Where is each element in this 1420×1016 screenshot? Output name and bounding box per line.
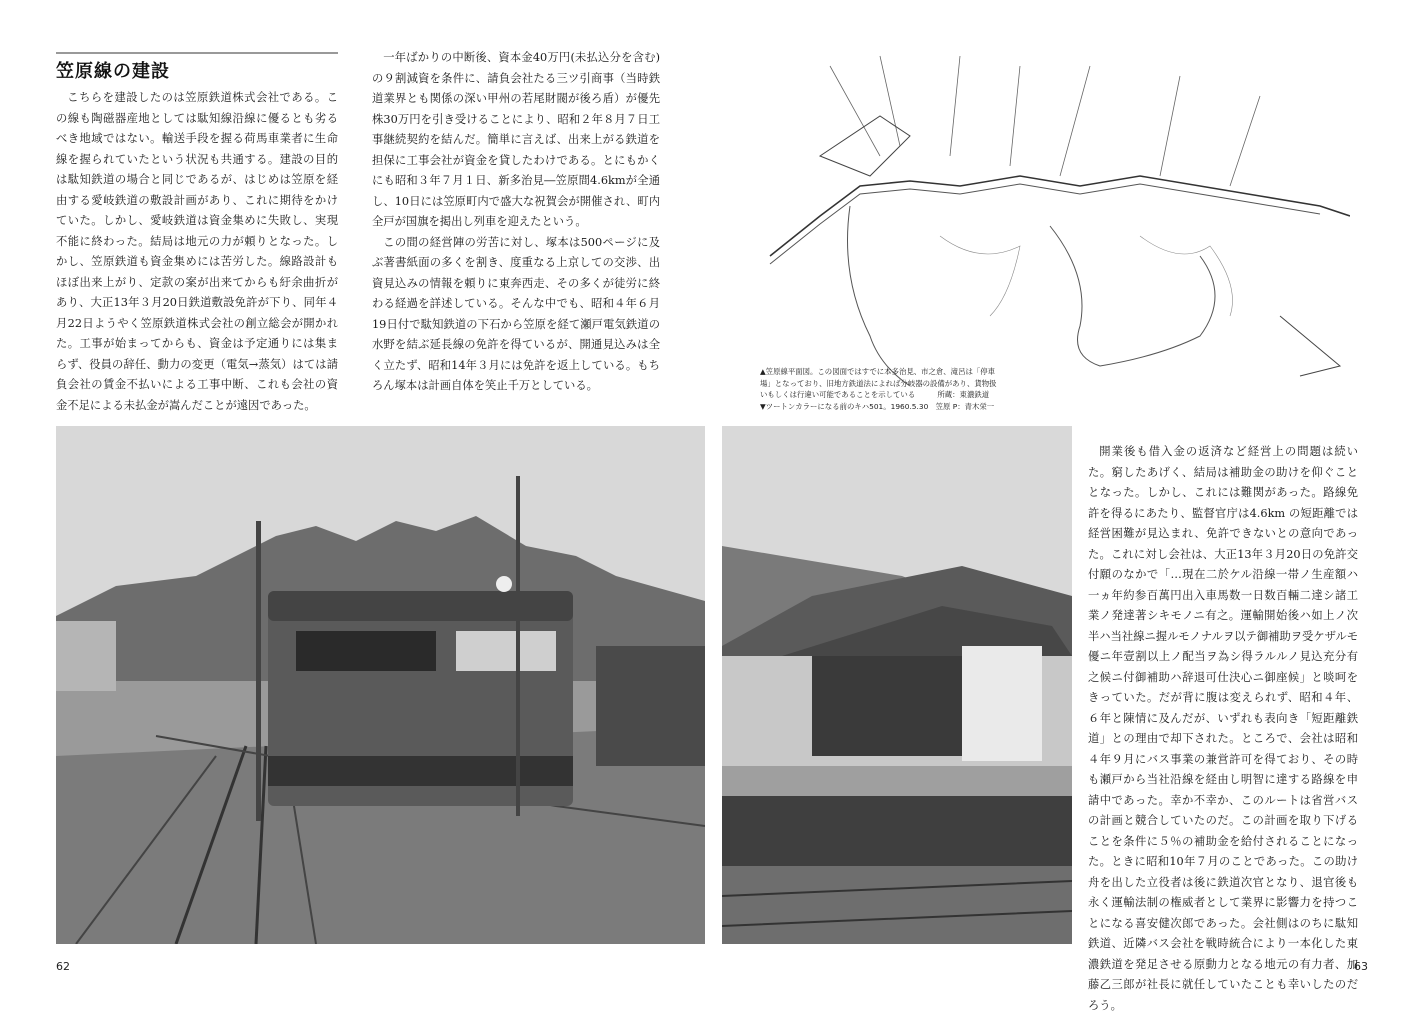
- paragraph: この間の経営陣の労苦に対し、塚本は500ページに及ぶ著書紙面の多くを割き、度重なる上京しての交渉、出資見込みの情報を頼りに東奔西走、その多くが徒労に終わる経過を詳述している。そんな中でも、昭和４年６月19日付で駄知鉄道の下石から笠原を経て瀬戸電気鉄道の水野を結ぶ延長線の免許を得ているが、開通見込みは全く立たず、昭和14年３月には免許を返上している。もちろん塚本は計画自体を笑止千万としている。: [372, 235, 660, 392]
- page-number-left: 62: [56, 960, 70, 973]
- station-photo: [722, 426, 1072, 944]
- body-column-3: [1088, 442, 1358, 1016]
- caption-line: いもしくは行違い可能であることを示している 所蔵：東濃鉄道: [760, 390, 990, 399]
- caption-line: 場」となっており、旧地方鉄道法によれば分岐器の設備があり、貨物扱: [760, 378, 997, 388]
- page-number-right: 63: [1354, 960, 1368, 973]
- heading-rule: [56, 52, 338, 54]
- section-heading: 笠原線の建設: [56, 61, 170, 82]
- map-caption: [760, 366, 1080, 412]
- caption-line: ▼ツートンカラーになる前のキハ501。1960.5.30 笠原 P：青木栄一: [760, 401, 995, 411]
- railcar-photo: [56, 426, 705, 944]
- paragraph: こちらを建設したのは笠原鉄道株式会社である。この線も陶磁器産地としては駄知線沿線に優るとも劣るべき地域ではない。輸送手段を握る荷馬車業者に生命線を握られていたという状況も共通する。建設の目的は駄知鉄道の場合と同じであるが、はじめは笠原を経由する愛岐鉄道の敷設計画があり、これに期待をかけていた。しかし、愛岐鉄道は資金集めに失敗し、実現不能に終わった。結局は地元の力が頼りとなった。しかし、笠原鉄道も資金集めには苦労した。線路設計もほぼ出来上がり、定款の案が出来てからも紆余曲折があり、大正13年３月20日鉄道敷設免許が下り、同年４月22日ようやく笠原鉄道株式会社の創立総会が開かれた。工事が始まってからも、資金は予定通りには集まらず、役員の辞任、動力の変更（電気→蒸気）はては請負会社の賃金不払いによる工事中断、これも会社の資金不足による未払金が嵩んだことが遠因であった。: [56, 91, 338, 412]
- paragraph: 一年ばかりの中断後、資本金40万円(未払込分を含む)の９割減資を条件に、請負会社たる三ツ引商事（当時鉄道業界とも関係の深い甲州の若尾財閥が後ろ盾）が優先株30万円を引き受けることにより、昭和２年８月７日工事継続契約を結んだ。簡単に言えば、出来上がる鉄道を担保に工事会社が資金を貸したわけである。とにもかくにも昭和３年７月１日、新多治見―笠原間4.6kmが全通し、10日には笠原町内で盛大な祝賀会が開催され、町内全戸が国旗を掲出し列車を迎えたという。: [372, 51, 660, 228]
- route-map-drawing: [760, 36, 1350, 396]
- body-column-2: [372, 48, 660, 397]
- body-column-1: [56, 88, 338, 416]
- paragraph: 開業後も借入金の返済など経営上の問題は続いた。窮したあげく、結局は補助金の助けを仰ぐこととなった。しかし、これには難関があった。路線免許を得るにあたり、監督官庁は4.6km の短距離では経営困難が見込まれ、免許できないとの意向であった。これに対し会社は、大正13年３月20日の免許交付願のなかで「…現在二於ケル沿線一帯ノ生産額ハ一ヵ年約参百萬円出入車馬数一日数百輛二達シ諸工業ノ発達著シキモノニ有之。運輸開始後ハ如上ノ次半ハ当社線ニ握ルモノナルヲ以テ御補助ヲ受ケザルモ優ニ年壹割以上ノ配当ヲ為シ得ラルルノ見込充分有之候ニ付御補助ハ辞退可仕決心ニ御座候」と啖呵をきっていた。だが背に腹は変えられず、昭和４年、６年と陳情に及んだが、いずれも表向き「短距離鉄道」との理由で却下された。ところで、会社は昭和４年９月にバス事業の兼営許可を得ており、その時も瀬戸から当社沿線を経由し明智に達する路線を申請中であった。幸か不幸か、このルートは省営バスの計画と競合していたのだ。この計画を取り下げることを条件に５％の補助金を給付されることになった。ときに昭和10年７月のことであった。この助け舟を出した立役者は後に鉄道次官となり、退官後も永く運輸法制の権威者として業界に影響力を持つことになる喜安健次郎であった。会社側はのちに駄知鉄道、近隣バス会社を戦時統合により一本化した東濃鉄道を発足させる原動力となる地元の有力者、加藤乙三郎が社長に就任していたことも幸いしたのだろう。: [1088, 445, 1358, 1012]
- caption-line: ▲笠原線平面図。この図面ではすでに本多治見、市之倉、滝呂は「停車: [760, 367, 996, 376]
